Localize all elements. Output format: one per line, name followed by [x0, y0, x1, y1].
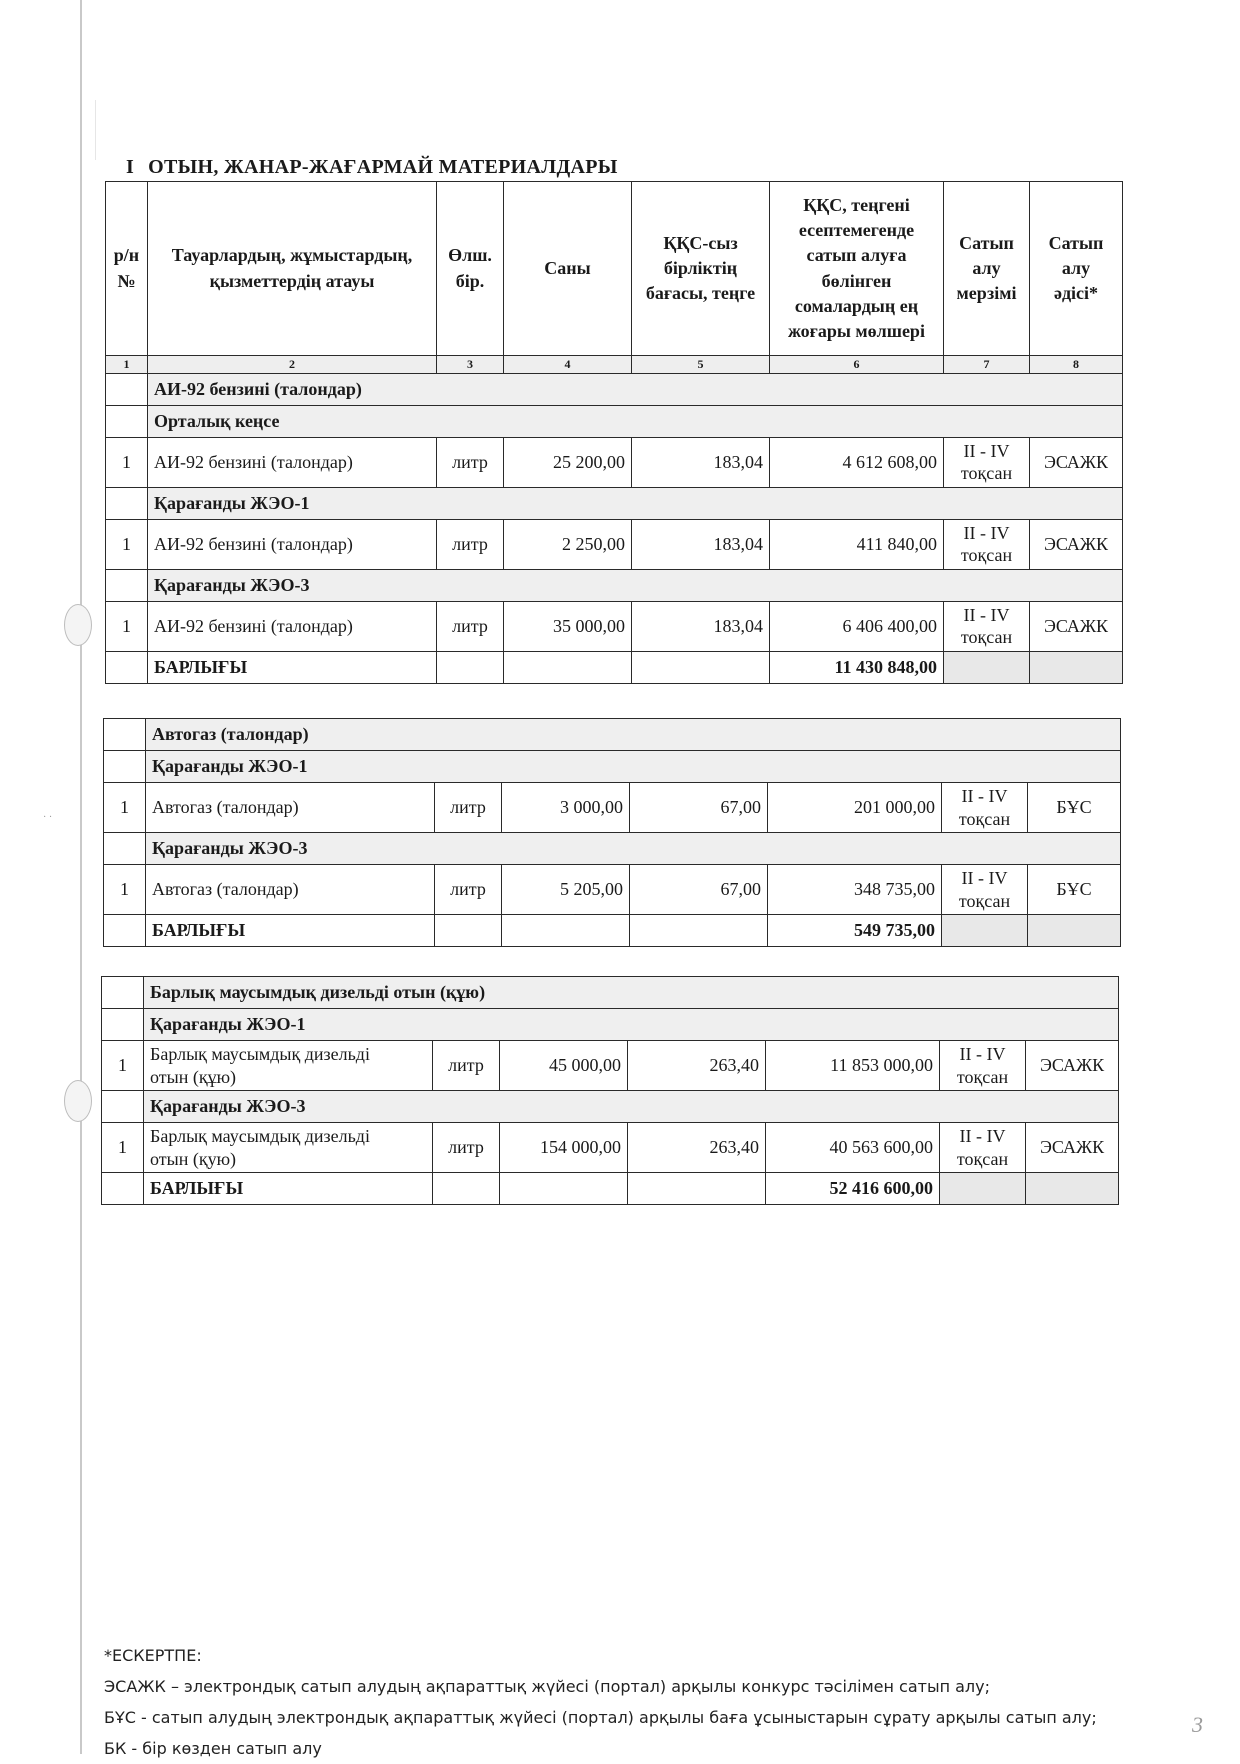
subdivision-row: [104, 833, 1121, 865]
header-cell-number: р/н №: [106, 182, 148, 356]
subdivision-row: [102, 1091, 1119, 1123]
header-cell-name: Тауарлардың, жұмыстардың, қызметтердің атауы: [148, 182, 437, 356]
footnote-line: БК - бір көзден сатып алу: [104, 1739, 322, 1758]
category-label: Барлық маусымдық дизельді отын (құю): [144, 977, 1119, 1009]
page-margin-mark: [95, 100, 96, 160]
item-price: 183,04: [632, 601, 770, 651]
empty-cell: [433, 1173, 500, 1205]
fuel-table-autogas: [103, 718, 1121, 947]
table-row: [106, 601, 1123, 651]
item-method: ЭСАЖК: [1030, 519, 1123, 569]
column-number: 8: [1030, 356, 1123, 374]
table-header-row: [106, 182, 1123, 356]
empty-cell: [940, 1173, 1026, 1205]
empty-cell: [104, 915, 146, 947]
item-unit: литр: [437, 437, 504, 487]
column-number: 3: [437, 356, 504, 374]
empty-cell: [1026, 1173, 1119, 1205]
item-name: Автогаз (талондар): [146, 783, 435, 833]
empty-cell: [630, 915, 768, 947]
footnote-title: *ЕСКЕРТПЕ:: [104, 1646, 202, 1665]
item-unit: литр: [433, 1123, 500, 1173]
subdivision-row: [102, 1009, 1119, 1041]
empty-cell: [502, 915, 630, 947]
item-unit: литр: [433, 1041, 500, 1091]
item-quantity: 45 000,00: [500, 1041, 628, 1091]
section-title-text: ОТЫН, ЖАНАР-ЖАҒАРМАЙ МАТЕРИАЛДАРЫ: [148, 156, 618, 178]
column-number: 2: [148, 356, 437, 374]
punch-hole: [64, 1080, 92, 1122]
empty-cell: [102, 1173, 144, 1205]
item-quantity: 35 000,00: [504, 601, 632, 651]
item-amount: 201 000,00: [768, 783, 942, 833]
subdivision-row: [106, 569, 1123, 601]
empty-cell: [106, 405, 148, 437]
total-label: БАРЛЫҒЫ: [144, 1173, 433, 1205]
table-row: [106, 437, 1123, 487]
category-row: [106, 373, 1123, 405]
empty-cell: [104, 719, 146, 751]
item-name: АИ-92 бензині (талондар): [148, 519, 437, 569]
row-number: 1: [102, 1123, 144, 1173]
header-cell-price: ҚҚС-сыз бірліктің бағасы, теңге: [632, 182, 770, 356]
total-row: [102, 1173, 1119, 1205]
subdivision-label: Қарағанды ЖЭО-3: [148, 569, 1123, 601]
item-price: 67,00: [630, 865, 768, 915]
column-numbers-row: [106, 356, 1123, 374]
row-number: 1: [104, 783, 146, 833]
item-name: АИ-92 бензині (талондар): [148, 437, 437, 487]
header-cell-method: Сатып алу әдісі*: [1030, 182, 1123, 356]
table-row: [102, 1041, 1119, 1091]
item-period: II - IV тоқсан: [940, 1123, 1026, 1173]
row-number: 1: [106, 519, 148, 569]
item-method: ЭСАЖК: [1030, 437, 1123, 487]
total-row: [106, 651, 1123, 683]
empty-cell: [102, 977, 144, 1009]
footnote-line: БҰС - сатып алудың электрондық ақпараттық жүйесі (портал) арқылы баға ұсыныстарын сұрату арқылы сатып алу;: [104, 1708, 1097, 1727]
empty-cell: [106, 651, 148, 683]
header-cell-unit: Өлш. бір.: [437, 182, 504, 356]
header-cell-period: Сатып алу мерзімі: [944, 182, 1030, 356]
item-period: II - IV тоқсан: [940, 1041, 1026, 1091]
category-label: Автогаз (талондар): [146, 719, 1121, 751]
column-number: 6: [770, 356, 944, 374]
row-number: 1: [104, 865, 146, 915]
item-name: Барлық маусымдық дизельді отын (құю): [144, 1041, 433, 1091]
table-row: [104, 865, 1121, 915]
item-amount: 411 840,00: [770, 519, 944, 569]
item-method: ЭСАЖК: [1030, 601, 1123, 651]
item-amount: 11 853 000,00: [766, 1041, 940, 1091]
empty-cell: [1030, 651, 1123, 683]
item-quantity: 154 000,00: [500, 1123, 628, 1173]
category-label: АИ-92 бензині (талондар): [148, 373, 1123, 405]
item-method: БҰС: [1028, 865, 1121, 915]
item-price: 263,40: [628, 1041, 766, 1091]
item-amount: 348 735,00: [768, 865, 942, 915]
item-unit: литр: [437, 519, 504, 569]
row-number: 1: [106, 601, 148, 651]
table-row: [106, 519, 1123, 569]
header-cell-quantity: Саны: [504, 182, 632, 356]
category-row: [104, 719, 1121, 751]
item-quantity: 5 205,00: [502, 865, 630, 915]
item-period: II - IV тоқсан: [942, 865, 1028, 915]
item-unit: литр: [435, 865, 502, 915]
item-quantity: 25 200,00: [504, 437, 632, 487]
row-number: 1: [106, 437, 148, 487]
subdivision-row: [104, 751, 1121, 783]
item-method: ЭСАЖК: [1026, 1041, 1119, 1091]
footnote: [104, 1640, 1097, 1764]
item-amount: 6 406 400,00: [770, 601, 944, 651]
column-number: 1: [106, 356, 148, 374]
empty-cell: [942, 915, 1028, 947]
subdivision-label: Қарағанды ЖЭО-3: [144, 1091, 1119, 1123]
item-price: 263,40: [628, 1123, 766, 1173]
page-number-mark: 3: [1192, 1712, 1203, 1737]
empty-cell: [632, 651, 770, 683]
empty-cell: [106, 569, 148, 601]
subdivision-label: Қарағанды ЖЭО-1: [148, 487, 1123, 519]
subdivision-label: Орталық кеңсе: [148, 405, 1123, 437]
item-method: БҰС: [1028, 783, 1121, 833]
empty-cell: [504, 651, 632, 683]
column-number: 7: [944, 356, 1030, 374]
empty-cell: [944, 651, 1030, 683]
empty-cell: [104, 833, 146, 865]
total-label: БАРЛЫҒЫ: [148, 651, 437, 683]
empty-cell: [437, 651, 504, 683]
total-amount: 549 735,00: [768, 915, 942, 947]
item-period: II - IV тоқсан: [942, 783, 1028, 833]
empty-cell: [435, 915, 502, 947]
section-number: I: [126, 156, 135, 178]
item-price: 67,00: [630, 783, 768, 833]
empty-cell: [104, 751, 146, 783]
item-amount: 4 612 608,00: [770, 437, 944, 487]
item-period: II - IV тоқсан: [944, 437, 1030, 487]
item-price: 183,04: [632, 437, 770, 487]
subdivision-label: Қарағанды ЖЭО-1: [146, 751, 1121, 783]
item-quantity: 3 000,00: [502, 783, 630, 833]
empty-cell: [102, 1009, 144, 1041]
item-name: Автогаз (талондар): [146, 865, 435, 915]
total-amount: 11 430 848,00: [770, 651, 944, 683]
category-row: [102, 977, 1119, 1009]
empty-cell: [102, 1091, 144, 1123]
item-unit: литр: [435, 783, 502, 833]
table-row: [102, 1123, 1119, 1173]
item-method: ЭСАЖК: [1026, 1123, 1119, 1173]
item-unit: литр: [437, 601, 504, 651]
empty-cell: [500, 1173, 628, 1205]
empty-cell: [106, 487, 148, 519]
item-quantity: 2 250,00: [504, 519, 632, 569]
subdivision-row: [106, 487, 1123, 519]
empty-cell: [628, 1173, 766, 1205]
subdivision-row: [106, 405, 1123, 437]
scan-dots: · ·: [43, 812, 53, 823]
row-number: 1: [102, 1041, 144, 1091]
fuel-table-diesel: [101, 976, 1119, 1205]
item-name: АИ-92 бензині (талондар): [148, 601, 437, 651]
section-title: [126, 156, 618, 179]
item-period: II - IV тоқсан: [944, 519, 1030, 569]
total-amount: 52 416 600,00: [766, 1173, 940, 1205]
item-price: 183,04: [632, 519, 770, 569]
footnote-line: ЭСАЖК – электрондық сатып алудың ақпараттық жүйесі (портал) арқылы конкурс тәсілімен сатып алу;: [104, 1677, 991, 1696]
header-cell-amount: ҚҚС, теңгені есептемегенде сатып алуға бөлінген сомалардың ең жоғары мөлшері: [770, 182, 944, 356]
subdivision-label: Қарағанды ЖЭО-3: [146, 833, 1121, 865]
punch-hole: [64, 604, 92, 646]
fuel-table-ai92: [105, 181, 1123, 684]
empty-cell: [1028, 915, 1121, 947]
total-label: БАРЛЫҒЫ: [146, 915, 435, 947]
column-number: 4: [504, 356, 632, 374]
table-row: [104, 783, 1121, 833]
page-margin-line: [80, 0, 82, 1754]
item-period: II - IV тоқсан: [944, 601, 1030, 651]
total-row: [104, 915, 1121, 947]
empty-cell: [106, 373, 148, 405]
item-amount: 40 563 600,00: [766, 1123, 940, 1173]
subdivision-label: Қарағанды ЖЭО-1: [144, 1009, 1119, 1041]
item-name: Барлық маусымдық дизельді отын (қую): [144, 1123, 433, 1173]
column-number: 5: [632, 356, 770, 374]
